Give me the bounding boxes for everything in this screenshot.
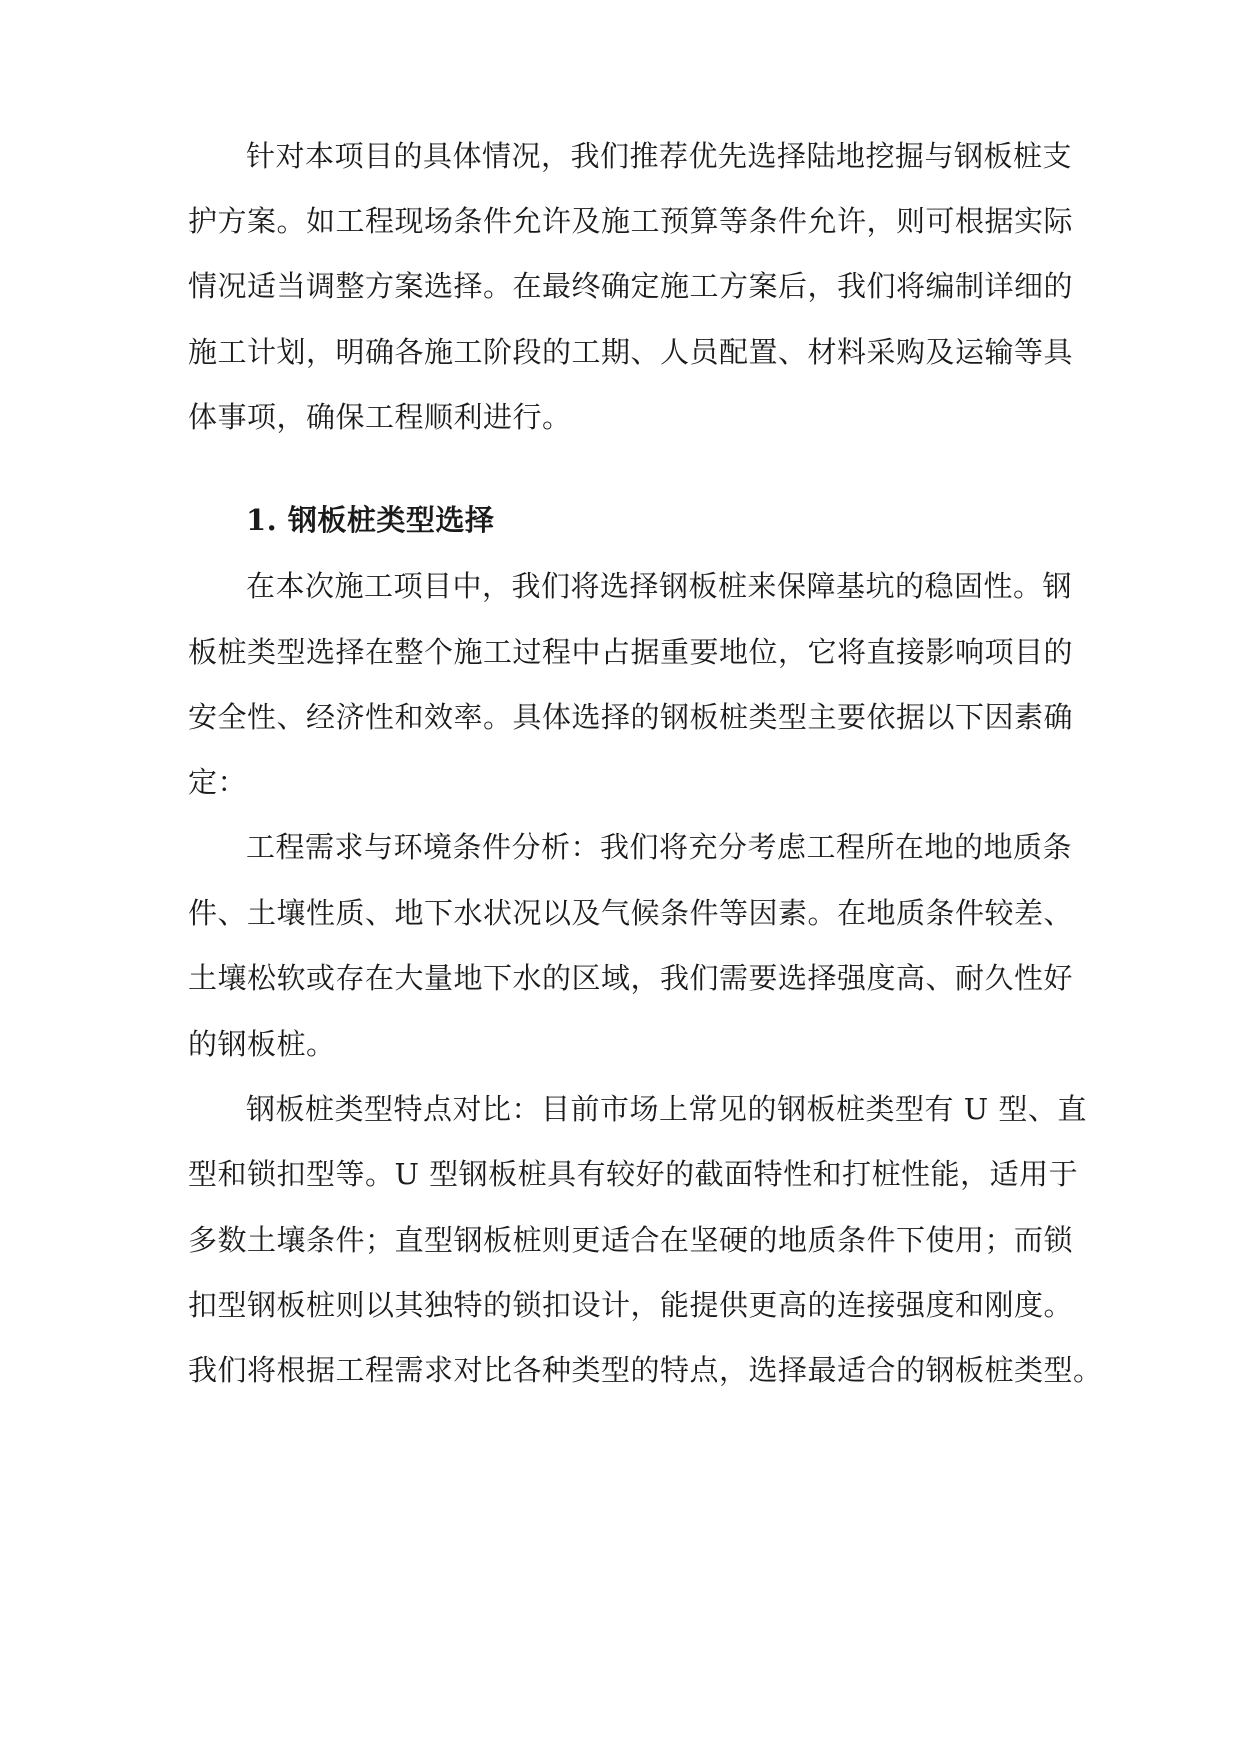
paragraph-4-line-1: 钢板桩类型特点对比：目前市场上常见的钢板桩类型有 U 型、直 xyxy=(246,1092,1087,1126)
paragraph-2-line-4: 定： xyxy=(188,765,248,799)
paragraph-1-line-2: 护方案。如工程现场条件允许及施工预算等条件允许，则可根据实际 xyxy=(188,204,1074,238)
paragraph-4-line-5: 我们将根据工程需求对比各种类型的特点，选择最适合的钢板桩类型。 xyxy=(188,1353,1103,1387)
paragraph-3-line-3: 土壤松软或存在大量地下水的区域，我们需要选择强度高、耐久性好 xyxy=(188,961,1074,995)
paragraph-2-line-3: 安全性、经济性和效率。具体选择的钢板桩类型主要依据以下因素确 xyxy=(188,700,1074,734)
paragraph-4-line-4: 扣型钢板桩则以其独特的锁扣设计，能提供更高的连接强度和刚度。 xyxy=(188,1288,1074,1322)
paragraph-4-line-3: 多数土壤条件；直型钢板桩则更适合在坚硬的地质条件下使用；而锁 xyxy=(188,1223,1074,1257)
paragraph-2-line-2: 板桩类型选择在整个施工过程中占据重要地位，它将直接影响项目的 xyxy=(188,635,1074,669)
paragraph-2-line-1: 在本次施工项目中，我们将选择钢板桩来保障基坑的稳固性。钢 xyxy=(246,569,1073,603)
section-heading: 1. 钢板桩类型选择 xyxy=(246,503,495,537)
paragraph-1-line-5: 体事项，确保工程顺利进行。 xyxy=(188,400,572,434)
paragraph-4-line-2: 型和锁扣型等。U 型钢板桩具有较好的截面特性和打桩性能，适用于 xyxy=(188,1157,1079,1191)
paragraph-1-line-1: 针对本项目的具体情况，我们推荐优先选择陆地挖掘与钢板桩支 xyxy=(246,139,1073,173)
paragraph-3-line-4: 的钢板桩。 xyxy=(188,1027,336,1061)
paragraph-3-line-2: 件、土壤性质、地下水状况以及气候条件等因素。在地质条件较差、 xyxy=(188,896,1074,930)
paragraph-1-line-4: 施工计划，明确各施工阶段的工期、人员配置、材料采购及运输等具 xyxy=(188,335,1074,369)
paragraph-1-line-3: 情况适当调整方案选择。在最终确定施工方案后，我们将编制详细的 xyxy=(188,269,1074,303)
paragraph-3-line-1: 工程需求与环境条件分析：我们将充分考虑工程所在地的地质条 xyxy=(246,830,1073,864)
